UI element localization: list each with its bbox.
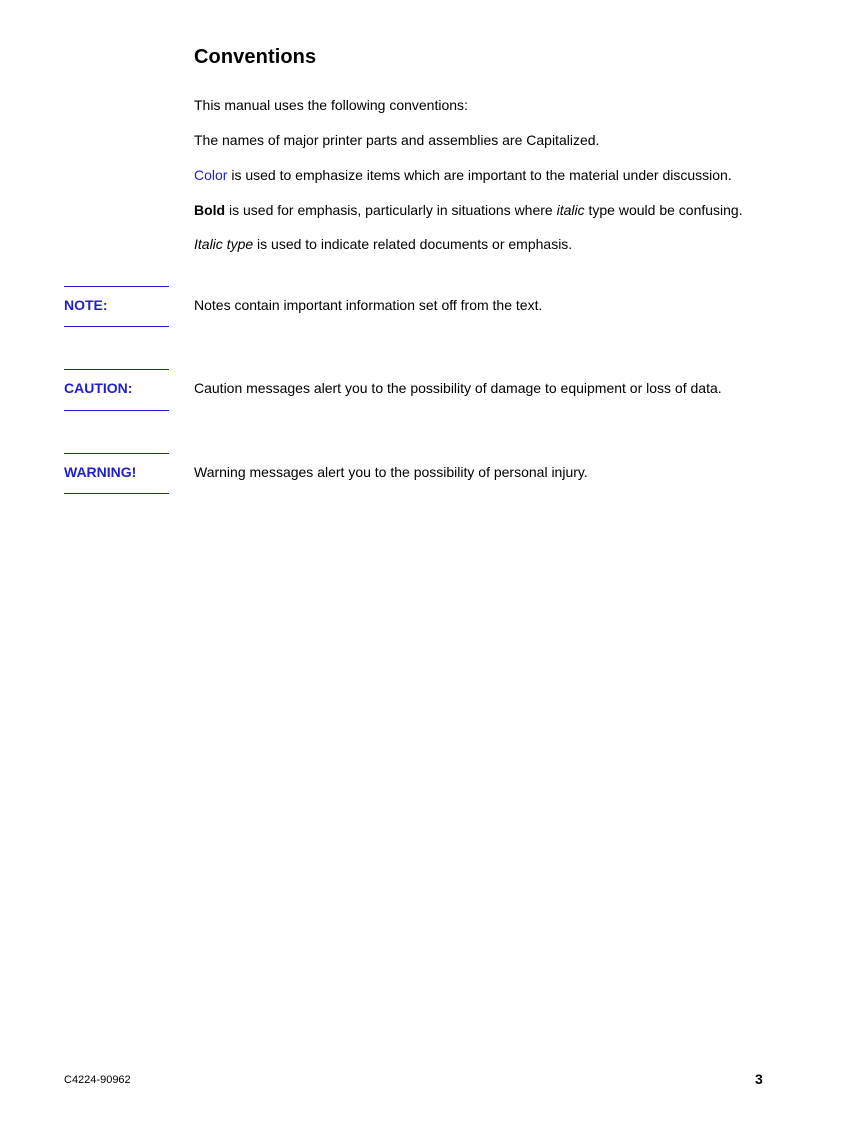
color-paragraph-text: is used to emphasize items which are important to the material under discussion. — [227, 167, 732, 183]
capitalized-paragraph: The names of major printer parts and assemblies are Capitalized. — [194, 132, 600, 148]
footer-document-number: C4224-90962 — [64, 1074, 131, 1086]
section-heading: Conventions — [194, 46, 317, 68]
color-paragraph — [194, 166, 732, 184]
bold-example-word: Bold — [194, 202, 226, 218]
bold-paragraph-text-1: is used for emphasis, particularly in situations where — [225, 202, 557, 218]
italic-paragraph — [194, 235, 572, 253]
bold-paragraph — [194, 201, 743, 219]
caution-label: CAUTION: — [64, 380, 133, 396]
warning-label: WARNING! — [64, 464, 137, 480]
italic-inline-word: italic — [556, 202, 585, 218]
caution-bottom-rule — [64, 410, 169, 411]
note-label: NOTE: — [64, 297, 108, 313]
footer-page-number: 3 — [755, 1071, 763, 1087]
caution-top-rule — [64, 369, 169, 370]
color-example-word: Color — [194, 167, 228, 183]
note-top-rule — [64, 286, 169, 287]
warning-top-rule — [64, 453, 169, 454]
note-text: Notes contain important information set off from the text. — [194, 297, 543, 313]
warning-text: Warning messages alert you to the possibility of personal injury. — [194, 464, 588, 480]
intro-paragraph: This manual uses the following conventions: — [194, 97, 468, 113]
italic-example-word: Italic type — [194, 236, 254, 252]
warning-bottom-rule — [64, 493, 169, 494]
italic-paragraph-text: is used to indicate related documents or emphasis. — [253, 236, 573, 252]
bold-paragraph-text-2: type would be confusing. — [584, 202, 743, 218]
caution-text: Caution messages alert you to the possibility of damage to equipment or loss of data. — [194, 380, 722, 396]
note-bottom-rule — [64, 326, 169, 327]
